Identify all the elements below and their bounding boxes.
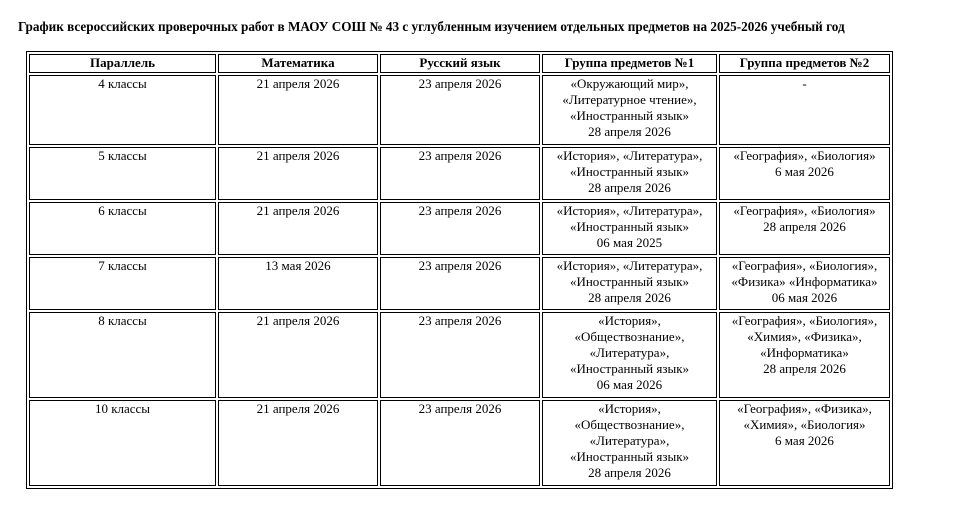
cell-math: 21 апреля 2026 (218, 202, 378, 255)
cell-russian: 23 апреля 2026 (380, 147, 540, 200)
cell-group2: «География», «Биология», «Физика» «Информатика» 06 мая 2026 (719, 257, 890, 310)
table-row (29, 400, 890, 486)
cell-group2: «География», «Биология» 28 апреля 2026 (719, 202, 890, 255)
schedule-table-container (26, 51, 893, 489)
cell-group1: «История», «Обществознание», «Литература», «Иностранный язык» 28 апреля 2026 (542, 400, 717, 486)
cell-russian: 23 апреля 2026 (380, 202, 540, 255)
cell-group1: «История», «Литература», «Иностранный язык» 28 апреля 2026 (542, 257, 717, 310)
page-title: График всероссийских проверочных работ в МАОУ СОШ № 43 с углубленным изучением отдельных предметов на 2025-2026 учебный год (18, 19, 845, 34)
header-russian: Русский язык (380, 54, 540, 73)
table-row (29, 147, 890, 200)
cell-grade: 5 классы (29, 147, 216, 200)
cell-group2: - (719, 75, 890, 145)
cell-grade: 6 классы (29, 202, 216, 255)
cell-group2: «География», «Физика», «Химия», «Биология» 6 мая 2026 (719, 400, 890, 486)
cell-russian: 23 апреля 2026 (380, 75, 540, 145)
cell-group1: «История», «Литература», «Иностранный язык» 28 апреля 2026 (542, 147, 717, 200)
cell-math: 13 мая 2026 (218, 257, 378, 310)
cell-group2: «География», «Биология» 6 мая 2026 (719, 147, 890, 200)
cell-russian: 23 апреля 2026 (380, 312, 540, 398)
cell-russian: 23 апреля 2026 (380, 400, 540, 486)
header-math: Математика (218, 54, 378, 73)
header-group2: Группа предметов №2 (719, 54, 890, 73)
cell-group1: «История», «Литература», «Иностранный язык» 06 мая 2025 (542, 202, 717, 255)
table-header-row (29, 54, 890, 73)
schedule-table (26, 51, 893, 489)
table-row (29, 312, 890, 398)
cell-math: 21 апреля 2026 (218, 312, 378, 398)
cell-grade: 8 классы (29, 312, 216, 398)
cell-math: 21 апреля 2026 (218, 147, 378, 200)
cell-grade: 10 классы (29, 400, 216, 486)
cell-russian: 23 апреля 2026 (380, 257, 540, 310)
cell-grade: 4 классы (29, 75, 216, 145)
table-row (29, 75, 890, 145)
cell-math: 21 апреля 2026 (218, 75, 378, 145)
cell-group1: «Окружающий мир», «Литературное чтение», «Иностранный язык» 28 апреля 2026 (542, 75, 717, 145)
header-grade: Параллель (29, 54, 216, 73)
cell-grade: 7 классы (29, 257, 216, 310)
cell-group1: «История», «Обществознание», «Литература», «Иностранный язык» 06 мая 2026 (542, 312, 717, 398)
cell-math: 21 апреля 2026 (218, 400, 378, 486)
table-row (29, 257, 890, 310)
header-group1: Группа предметов №1 (542, 54, 717, 73)
cell-group2: «География», «Биология», «Химия», «Физика», «Информатика» 28 апреля 2026 (719, 312, 890, 398)
table-row (29, 202, 890, 255)
